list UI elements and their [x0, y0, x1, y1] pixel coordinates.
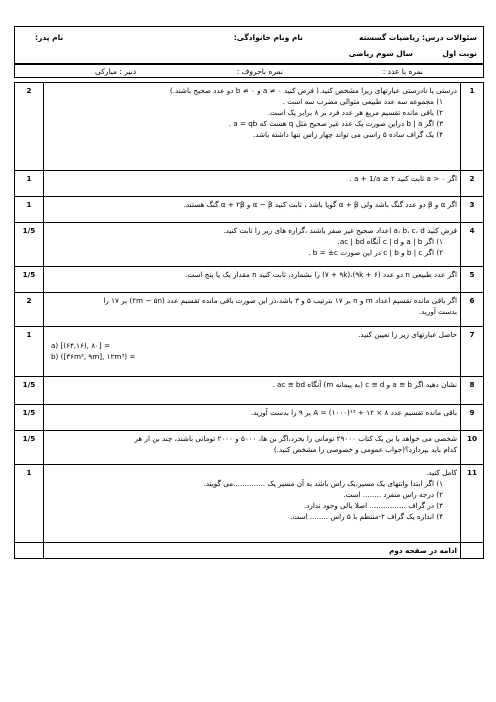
question-score: 1 — [15, 465, 44, 543]
question-line: b) ([۳۶m², ۹m], ۱۲m³) = — [51, 352, 136, 361]
question-score: 1 — [15, 327, 44, 377]
question-score: 1/5 — [15, 223, 44, 267]
question-line: درستی یا نادرستی عبارتهای زیرا مشخص کنید.( فرض کنید a ≠ ۰ و b ≠ ۰ دو عدد صحیح باشند.) — [169, 86, 457, 95]
question-line: ۳) اگر b | a دراین صورت یک عدد غیر صحیح مثل q هست که a = qb . — [228, 119, 443, 128]
continue-note: ادامه در صفحه دوم — [44, 543, 461, 559]
grade-label: سال سوم ریاضی — [348, 49, 413, 58]
student-name-label: نام ونام خانوادگی: — [233, 33, 303, 42]
question-score: 1 — [15, 197, 44, 223]
question-number: 1 — [461, 83, 484, 171]
question-number: 2 — [461, 171, 484, 197]
exam-header — [14, 26, 484, 64]
question-row — [15, 171, 484, 197]
question-text — [44, 327, 461, 377]
question-row — [15, 327, 484, 377]
question-text — [44, 267, 461, 293]
question-text — [44, 377, 461, 405]
question-text — [44, 405, 461, 431]
question-number: 11 — [461, 465, 484, 543]
question-row — [15, 83, 484, 171]
question-number: 5 — [461, 267, 484, 293]
question-line: ۱) اگر ابتدا وانتهای یک مسیر،یک راس باشد به آن مسیر یک ..............می گویند. — [203, 479, 443, 488]
question-text — [44, 197, 461, 223]
question-score: 1/5 — [15, 405, 44, 431]
question-row — [15, 465, 484, 543]
question-line: کدام باید بپردازد؟(جواب عمومی و خصوصی را مشخص کنید.) — [273, 445, 457, 454]
question-row — [15, 267, 484, 293]
question-row — [15, 377, 484, 405]
question-text — [44, 83, 461, 171]
question-line: ۲) باقی مانده تقسیم مربع هر عدد فرد بر ۸ برابر یک است. — [267, 108, 443, 117]
question-line: حاصل عبارتهای زیر را تعیین کنید. — [358, 330, 457, 339]
question-row — [15, 197, 484, 223]
question-number: 7 — [461, 327, 484, 377]
question-line: ۲) اگر b | c و c | b در این صورت b = ±c . — [308, 248, 443, 257]
questions-table — [14, 82, 484, 559]
question-line: ۴) یک گراف ساده ۵ راسی می تواند چهار راس تنها داشته باشد. — [252, 130, 443, 139]
score-digits-label: نمره با عدد : — [382, 67, 423, 76]
question-number: 3 — [461, 197, 484, 223]
exam-page — [14, 26, 484, 646]
question-score: 1 — [15, 171, 44, 197]
question-line: اگر a > ۰ ثابت کنید a + 1/a ≥ ۲ . — [349, 174, 457, 183]
question-line: باقی مانده تقسیم عدد A = (۱۰۰۰)¹³ + ۱۲ × ۸ بر ۹ را بدست آورید. — [250, 408, 457, 417]
question-score: 2 — [15, 83, 44, 171]
question-number: 10 — [461, 431, 484, 465]
question-line: شخصی می خواهد با بن یک کتاب ۲۹۰۰۰ تومانی را بخرد،اگر بن ها، ۵۰۰۰ و ۲۰۰۰ تومانی باشند، چند بن از هر — [134, 434, 457, 443]
question-line: اگر عدد طبیعی n دو عدد (۶ + ۹k)،(۷ + ۹k) را بشمارد، ثابت کنید n مقدار یک یا پنج است. — [185, 270, 457, 279]
question-row — [15, 431, 484, 465]
question-line: ۲) درجه راس منفرد ........ است. — [343, 490, 443, 499]
question-line: اگر باقی مانده تقسیم اعداد m و n بر ۱۷ بترتیب ۵ و ۳ باشد،در این صورت باقی مانده تقسیم عدد (۲m − ۵n) بر ۱۷ را — [103, 296, 457, 305]
question-line: نشان دهید اگر a ≡ b و c ≡ d (به پیمانه m) آنگاه ac ≡ bd . — [272, 380, 457, 389]
score-row — [14, 64, 484, 78]
question-line: ۴) اندازه یک گراف ۲-منتظم با ۵ راس ........ است. — [290, 512, 443, 521]
teacher-label: دبیر : مبارکی — [95, 67, 137, 76]
question-score: 2 — [15, 293, 44, 327]
question-text — [44, 223, 461, 267]
question-text — [44, 293, 461, 327]
question-text — [44, 431, 461, 465]
question-line: ۱) اگر a | b و c | d آنگاه ac | bd. — [337, 237, 443, 246]
question-line: بدست آورید. — [418, 307, 457, 316]
question-line: اگر α و β دو عدد گنگ باشد ولی α + β گویا باشد ، ثابت کنید α − β و α + ۲β گنگ هستند. — [183, 200, 457, 209]
question-row — [15, 405, 484, 431]
question-line: فرض کنید a، b، c، d اعداد صحیح غیر صفر باشند ،گزاره های زیر را ثابت کنید. — [223, 226, 457, 235]
score-letters-label: نمره باحروف : — [236, 67, 283, 76]
question-line: کامل کنید. — [425, 468, 457, 477]
question-score: 1/5 — [15, 267, 44, 293]
question-text — [44, 465, 461, 543]
question-number: 8 — [461, 377, 484, 405]
question-row — [15, 223, 484, 267]
question-row — [15, 293, 484, 327]
round-label: نوبت اول — [442, 49, 477, 58]
question-line: ۱) مجموعه سه عدد طبیعی متوالی مضرب سه است . — [282, 97, 443, 106]
footer-row — [15, 543, 484, 559]
question-line: ۳) در گراف ................ اصلا یالی وجود ندارد. — [303, 501, 443, 510]
question-score: 1/5 — [15, 377, 44, 405]
question-text — [44, 171, 461, 197]
question-number: 4 — [461, 223, 484, 267]
question-score: 1/5 — [15, 431, 44, 465]
question-line: a) [(۶۴,۱۶), ۸۰] = — [51, 341, 111, 350]
subject-label: سئوالات درس: ریاضیات گسسته — [358, 33, 477, 42]
question-number: 9 — [461, 405, 484, 431]
father-name-label: نام پدر: — [35, 33, 64, 42]
question-number: 6 — [461, 293, 484, 327]
